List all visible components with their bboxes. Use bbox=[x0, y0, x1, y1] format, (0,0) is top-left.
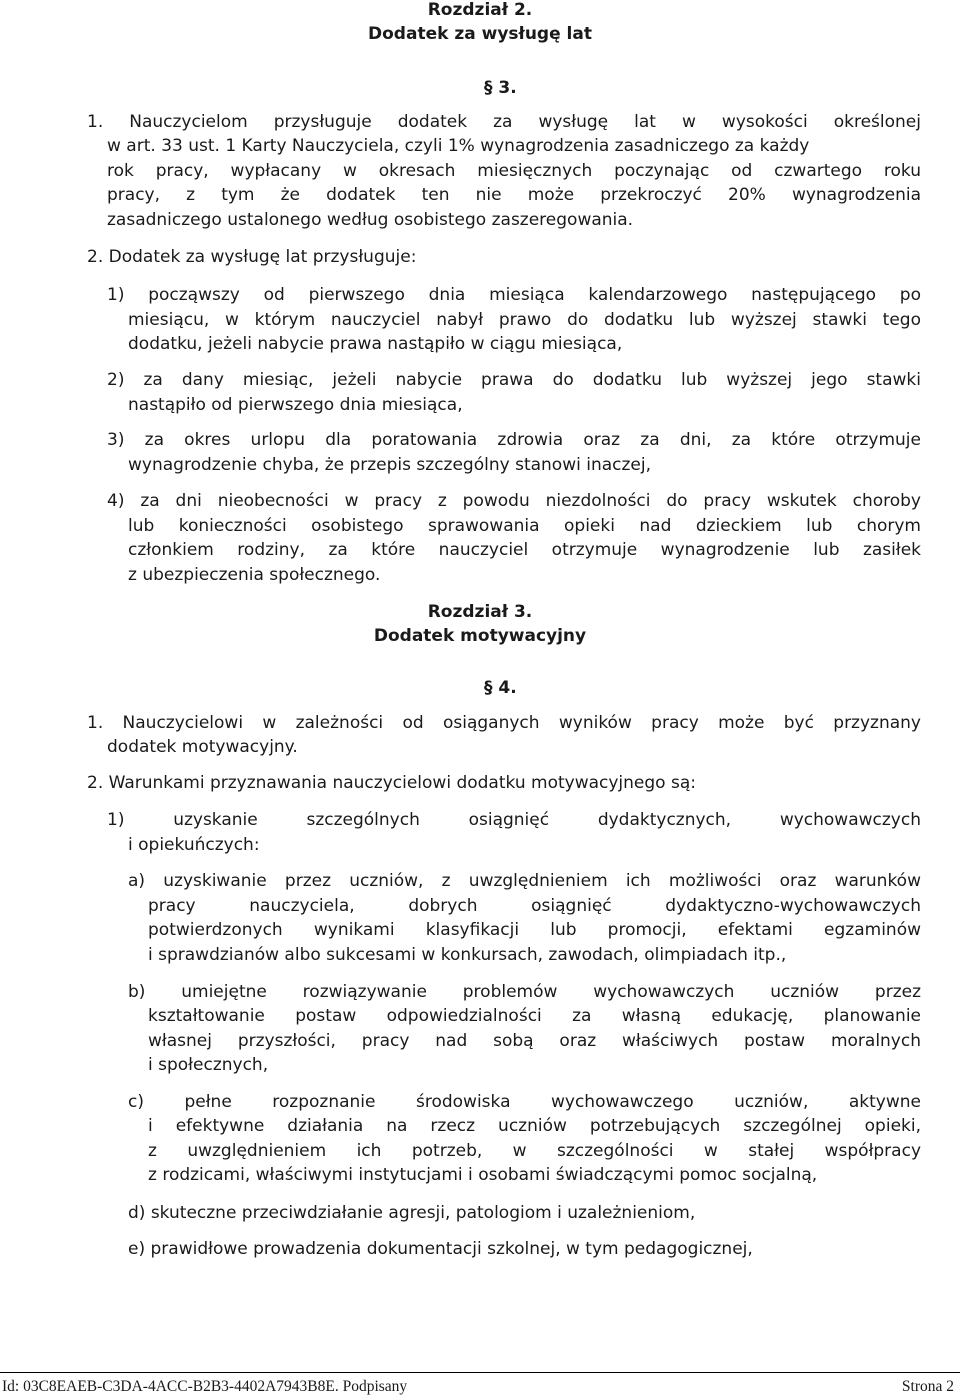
section-number: § 3. bbox=[484, 78, 517, 98]
sub-list-item: c) pełne rozpoznanie środowiska wychowawczego uczniów, aktywne bbox=[128, 1092, 921, 1112]
list-item: 1) począwszy od pierwszego dnia miesiąca kalendarzowego następującego po bbox=[107, 285, 921, 305]
chapter-subtitle: Dodatek za wysługę lat bbox=[368, 24, 592, 44]
sub-list-item: a) uzyskiwanie przez uczniów, z uwzględnieniem ich możliwości oraz warunków bbox=[128, 871, 921, 891]
chapter-title: Rozdział 2. bbox=[427, 0, 533, 20]
list-item: lub konieczności osobistego sprawowania opieki nad dzieckiem lub chorym bbox=[128, 516, 921, 536]
sub-list-item: i sprawdzianów albo sukcesami w konkursach, zawodach, olimpiadach itp., bbox=[148, 945, 787, 965]
list-item: wynagrodzenie chyba, że przepis szczególny stanowi inaczej, bbox=[128, 455, 651, 475]
sub-list-item: potwierdzonych wynikami klasyfikacji lub promocji, efektami egzaminów bbox=[148, 920, 921, 940]
sub-list-item: własnej przyszłości, pracy nad sobą oraz właściwych postaw moralnych bbox=[148, 1031, 921, 1051]
list-item: nastąpiło od pierwszego dnia miesiąca, bbox=[128, 395, 463, 415]
list-item: miesiącu, w którym nauczyciel nabył prawo do dodatku lub wyższej stawki tego bbox=[128, 310, 921, 330]
paragraph-line: 2. Dodatek za wysługę lat przysługuje: bbox=[87, 247, 417, 267]
list-item: i opiekuńczych: bbox=[128, 835, 260, 855]
list-item: dodatku, jeżeli nabycie prawa nastąpiło w ciągu miesiąca, bbox=[128, 334, 623, 354]
list-item: 1) uzyskanie szczególnych osiągnięć dydaktycznych, wychowawczych bbox=[107, 810, 921, 830]
sub-list-item: kształtowanie postaw odpowiedzialności za własną edukację, planowanie bbox=[148, 1006, 921, 1026]
paragraph-line: pracy, z tym że dodatek ten nie może przekroczyć 20% wynagrodzenia bbox=[107, 185, 921, 205]
paragraph-line: w art. 33 ust. 1 Karty Nauczyciela, czyli 1% wynagrodzenia zasadniczego za każdy bbox=[107, 136, 810, 156]
paragraph-line: rok pracy, wypłacany w okresach miesięcznych poczynając od czwartego roku bbox=[107, 161, 921, 181]
section-number: § 4. bbox=[484, 678, 517, 698]
paragraph-line: 1. Nauczycielowi w zależności od osiąganych wyników pracy może być przyznany bbox=[87, 713, 921, 733]
document-id: Id: 03C8EAEB-C3DA-4ACC-B2B3-4402A7943B8E. Podpisany bbox=[2, 1378, 408, 1395]
sub-list-item: i efektywne działania na rzecz uczniów potrzebujących szczególnej opieki, bbox=[148, 1116, 921, 1136]
sub-list-item: pracy nauczyciela, dobrych osiągnięć dydaktyczno-wychowawczych bbox=[148, 896, 921, 916]
paragraph-line: 2. Warunkami przyznawania nauczycielowi dodatku motywacyjnego są: bbox=[87, 773, 696, 793]
chapter-title: Rozdział 3. bbox=[427, 602, 533, 622]
sub-list-item: z rodzicami, właściwymi instytucjami i osobami świadczącymi pomoc socjalną, bbox=[148, 1165, 818, 1185]
paragraph-line: 1. Nauczycielom przysługuje dodatek za wysługę lat w wysokości określonej bbox=[87, 112, 921, 132]
paragraph-line: dodatek motywacyjny. bbox=[107, 737, 298, 757]
list-item: 4) za dni nieobecności w pracy z powodu niezdolności do pracy wskutek choroby bbox=[107, 491, 921, 511]
sub-list-item: d) skuteczne przeciwdziałanie agresji, patologiom i uzależnieniom, bbox=[128, 1203, 696, 1223]
list-item: 2) za dany miesiąc, jeżeli nabycie prawa do dodatku lub wyższej jego stawki bbox=[107, 370, 921, 390]
page-number: Strona 2 bbox=[901, 1378, 954, 1395]
paragraph-line: zasadniczego ustalonego według osobistego zaszeregowania. bbox=[107, 210, 634, 230]
sub-list-item: z uwzględnieniem ich potrzeb, w szczególności w stałej współpracy bbox=[148, 1141, 921, 1161]
list-item: z ubezpieczenia społecznego. bbox=[128, 565, 381, 585]
list-item: członkiem rodziny, za które nauczyciel otrzymuje wynagrodzenie lub zasiłek bbox=[128, 540, 921, 560]
chapter-subtitle: Dodatek motywacyjny bbox=[373, 626, 587, 646]
sub-list-item: b) umiejętne rozwiązywanie problemów wychowawczych uczniów przez bbox=[128, 982, 921, 1002]
sub-list-item: i społecznych, bbox=[148, 1055, 269, 1075]
list-item: 3) za okres urlopu dla poratowania zdrowia oraz za dni, za które otrzymuje bbox=[107, 430, 921, 450]
sub-list-item: e) prawidłowe prowadzenia dokumentacji szkolnej, w tym pedagogicznej, bbox=[128, 1239, 753, 1259]
page-footer bbox=[0, 1372, 960, 1397]
